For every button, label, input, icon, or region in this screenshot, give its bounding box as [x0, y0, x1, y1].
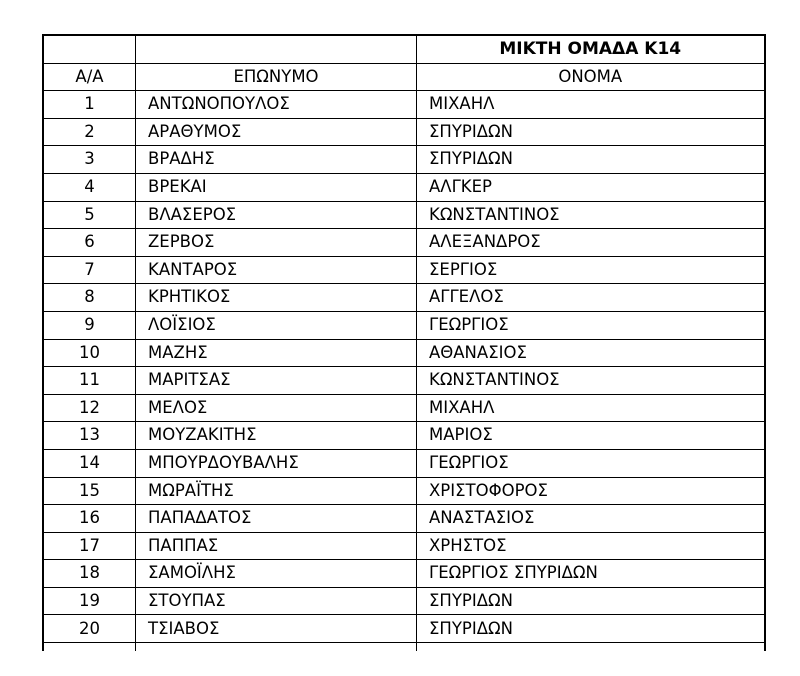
row-first-name: ΚΩΝΣΤΑΝΤΙΝΟΣ	[417, 367, 765, 395]
row-last-name: ΜΟΥΖΑΚΙΤΗΣ	[136, 422, 417, 450]
row-first-name: ΑΛΕΞΑΝΔΡΟΣ	[417, 229, 765, 257]
row-last-name: ΜΕΛΟΣ	[136, 394, 417, 422]
row-num: 4	[43, 173, 136, 201]
row-first-name: ΣΠΥΡΙΔΩΝ	[417, 615, 765, 643]
row-first-name: ΣΠΥΡΙΔΩΝ	[417, 146, 765, 174]
row-first-name: ΣΕΡΓΙΟΣ	[417, 256, 765, 284]
table-row	[43, 422, 765, 450]
row-last-name: ΛΟΪΣΙΟΣ	[136, 311, 417, 339]
row-last-name: ΜΩΡΑΪΤΗΣ	[136, 477, 417, 505]
row-last-name: ΠΑΠΠΑΣ	[136, 532, 417, 560]
header-first-name: ΟΝΟΜΑ	[417, 63, 765, 91]
table-row	[43, 201, 765, 229]
table-row	[43, 284, 765, 312]
tail-cell	[136, 643, 417, 652]
header-num: Α/Α	[43, 63, 136, 91]
table-row	[43, 367, 765, 395]
row-num: 18	[43, 560, 136, 588]
table-row	[43, 449, 765, 477]
row-num: 2	[43, 118, 136, 146]
row-num: 8	[43, 284, 136, 312]
row-first-name: ΓΕΩΡΓΙΟΣ	[417, 311, 765, 339]
row-last-name: ΣΤΟΥΠΑΣ	[136, 587, 417, 615]
row-num: 17	[43, 532, 136, 560]
row-num: 7	[43, 256, 136, 284]
row-num: 15	[43, 477, 136, 505]
row-num: 5	[43, 201, 136, 229]
row-first-name: ΚΩΝΣΤΑΝΤΙΝΟΣ	[417, 201, 765, 229]
table-row	[43, 505, 765, 533]
row-last-name: ΒΡΕΚΑΙ	[136, 173, 417, 201]
row-first-name: ΧΡΗΣΤΟΣ	[417, 532, 765, 560]
table-row	[43, 615, 765, 643]
row-num: 16	[43, 505, 136, 533]
row-num: 11	[43, 367, 136, 395]
row-first-name: ΓΕΩΡΓΙΟΣ	[417, 449, 765, 477]
table-row	[43, 477, 765, 505]
row-num: 9	[43, 311, 136, 339]
table-tail	[43, 643, 765, 652]
row-first-name: ΜΙΧΑΗΛ	[417, 394, 765, 422]
row-last-name: ΑΡΑΘΥΜΟΣ	[136, 118, 417, 146]
row-num: 10	[43, 339, 136, 367]
header-row	[43, 63, 765, 91]
row-first-name: ΑΘΑΝΑΣΙΟΣ	[417, 339, 765, 367]
table-row	[43, 560, 765, 588]
row-last-name: ΠΑΠΑΔΑΤΟΣ	[136, 505, 417, 533]
table-row	[43, 173, 765, 201]
row-last-name: ΖΕΡΒΟΣ	[136, 229, 417, 257]
row-last-name: ΒΡΑΔΗΣ	[136, 146, 417, 174]
table-row	[43, 339, 765, 367]
team-roster-table	[42, 34, 766, 651]
row-last-name: ΣΑΜΟΪΛΗΣ	[136, 560, 417, 588]
row-num: 6	[43, 229, 136, 257]
table-row	[43, 229, 765, 257]
table-row	[43, 532, 765, 560]
row-num: 13	[43, 422, 136, 450]
row-num: 12	[43, 394, 136, 422]
table-row	[43, 394, 765, 422]
table-row	[43, 91, 765, 119]
row-last-name: ΚΡΗΤΙΚΟΣ	[136, 284, 417, 312]
row-num: 19	[43, 587, 136, 615]
row-first-name: ΜΙΧΑΗΛ	[417, 91, 765, 119]
row-last-name: ΑΝΤΩΝΟΠΟΥΛΟΣ	[136, 91, 417, 119]
row-last-name: ΜΑΖΗΣ	[136, 339, 417, 367]
row-num: 14	[43, 449, 136, 477]
table-row	[43, 146, 765, 174]
title-row-blank-cell-1	[43, 35, 136, 63]
roster-body	[43, 35, 765, 651]
row-last-name: ΜΑΡΙΤΣΑΣ	[136, 367, 417, 395]
row-num: 3	[43, 146, 136, 174]
team-title: ΜΙΚΤΗ ΟΜΑΔΑ Κ14	[417, 35, 765, 63]
row-last-name: ΚΑΝΤΑΡΟΣ	[136, 256, 417, 284]
table-row	[43, 311, 765, 339]
table-row	[43, 256, 765, 284]
tail-cell	[43, 643, 136, 652]
header-last-name: ΕΠΩΝΥΜΟ	[136, 63, 417, 91]
row-first-name: ΜΑΡΙΟΣ	[417, 422, 765, 450]
row-num: 20	[43, 615, 136, 643]
row-first-name: ΣΠΥΡΙΔΩΝ	[417, 587, 765, 615]
row-num: 1	[43, 91, 136, 119]
row-first-name: ΑΛΓΚΕΡ	[417, 173, 765, 201]
row-first-name: ΑΓΓΕΛΟΣ	[417, 284, 765, 312]
table-row	[43, 118, 765, 146]
row-first-name: ΧΡΙΣΤΟΦΟΡΟΣ	[417, 477, 765, 505]
tail-cell	[417, 643, 765, 652]
row-last-name: ΒΛΑΣΕΡΟΣ	[136, 201, 417, 229]
row-first-name: ΓΕΩΡΓΙΟΣ ΣΠΥΡΙΔΩΝ	[417, 560, 765, 588]
row-last-name: ΤΣΙΑΒΟΣ	[136, 615, 417, 643]
title-row	[43, 35, 765, 63]
row-first-name: ΣΠΥΡΙΔΩΝ	[417, 118, 765, 146]
row-last-name: ΜΠΟΥΡΔΟΥΒΑΛΗΣ	[136, 449, 417, 477]
title-row-blank-cell-2	[136, 35, 417, 63]
row-first-name: ΑΝΑΣΤΑΣΙΟΣ	[417, 505, 765, 533]
table-row	[43, 587, 765, 615]
